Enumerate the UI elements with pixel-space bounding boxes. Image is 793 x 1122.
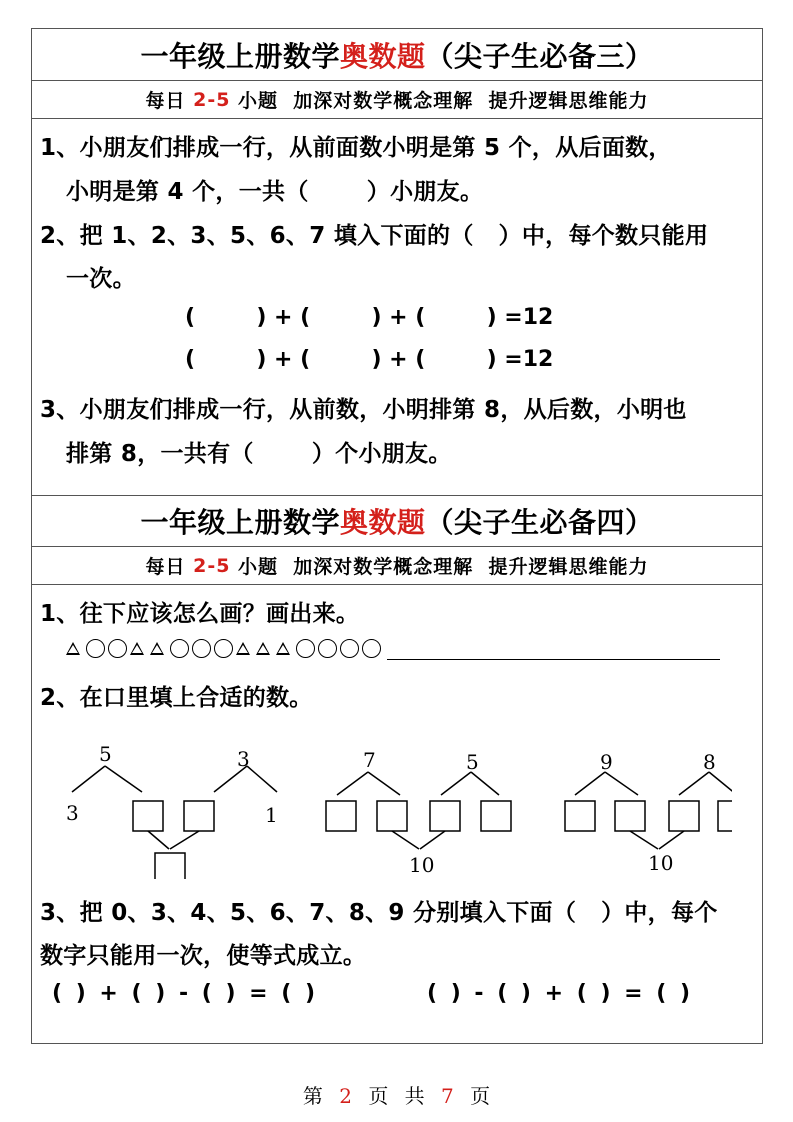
circle-shape	[318, 639, 337, 658]
s4-t3-box-1[interactable]	[565, 801, 595, 831]
t2-top-right: 5	[466, 750, 479, 774]
s4-t2-box-4[interactable]	[481, 801, 511, 831]
footer-prefix: 第	[302, 1084, 323, 1108]
footer-middle: 页 共	[368, 1084, 425, 1108]
s3-q2-eq2: ( ) + ( ) + ( ) =12	[185, 347, 554, 372]
s4-t1-box-2[interactable]	[184, 801, 214, 831]
circle-shape	[192, 639, 211, 658]
triangle-shape	[150, 642, 164, 655]
t1-leaf-left: 3	[66, 801, 79, 825]
s4-t2-box-2[interactable]	[377, 801, 407, 831]
circle-shape	[170, 639, 189, 658]
number-bond-trees	[32, 719, 732, 879]
s4-q3-eq1: ( ) + ( ) - ( ) = ( )	[52, 981, 316, 1006]
section4-subtitle	[32, 547, 762, 585]
worksheet	[31, 28, 763, 1044]
section3-title	[32, 29, 762, 81]
circle-shape	[296, 639, 315, 658]
section4-title	[32, 495, 762, 547]
footer-suffix: 页	[470, 1084, 491, 1108]
t2-top-left: 7	[363, 748, 376, 772]
section3-sub-b: 2-5	[193, 88, 231, 111]
triangle-shape	[276, 642, 290, 655]
t3-sum: 10	[648, 851, 674, 875]
t1-top-left: 5	[99, 742, 112, 766]
s4-q3-line1: 3、把 0、3、4、5、6、7、8、9 分别填入下面（ ）中，每个	[40, 900, 718, 926]
footer-total-pages: 7	[441, 1084, 454, 1108]
s4-t1-box-1[interactable]	[133, 801, 163, 831]
s3-q1-line2: 小明是第 4 个，一共（ ）小朋友。	[66, 179, 484, 205]
triangle-shape	[130, 642, 144, 655]
s4-t2-box-3[interactable]	[430, 801, 460, 831]
circle-shape	[108, 639, 127, 658]
s4-q1-line1: 1、往下应该怎么画？画出来。	[40, 601, 360, 627]
section3-sub-c: 小题 加深对数学概念理解 提升逻辑思维能力	[230, 90, 649, 112]
s3-q2-line1: 2、把 1、2、3、5、6、7 填入下面的（ ）中，每个数只能用	[40, 223, 709, 249]
section4-title-c: （尖子生必备四）	[425, 505, 654, 539]
section3-subtitle	[32, 81, 762, 119]
triangle-shape	[236, 642, 250, 655]
s4-t1-box-3[interactable]	[155, 853, 185, 879]
t1-top-right: 3	[237, 747, 250, 771]
t1-leaf-right: 1	[265, 803, 278, 827]
s4-t2-box-1[interactable]	[326, 801, 356, 831]
s3-q3-line1: 3、小朋友们排成一行，从前数，小明排第 8，从后数，小明也	[40, 397, 687, 423]
t3-top-left: 9	[600, 750, 613, 774]
section3-title-c: （尖子生必备三）	[425, 39, 654, 73]
circle-shape	[340, 639, 359, 658]
t2-sum: 10	[409, 853, 435, 877]
s3-q2-line2: 一次。	[66, 266, 136, 292]
section3-title-b: 奥数题	[339, 39, 426, 73]
s4-t3-box-3[interactable]	[669, 801, 699, 831]
s4-q2-line1: 2、在口里填上合适的数。	[40, 685, 313, 711]
section3-sub-a: 每日	[145, 90, 194, 112]
circle-shape	[86, 639, 105, 658]
s3-q3-line2: 排第 8，一共有（ ）个小朋友。	[66, 441, 452, 467]
section4-title-a: 一年级上册数学	[140, 505, 340, 539]
s4-t3-box-4[interactable]	[718, 801, 732, 831]
circle-shape	[214, 639, 233, 658]
s3-q1-line1: 1、小朋友们排成一行，从前面数小明是第 5 个，从后面数，	[40, 135, 672, 161]
section3-title-a: 一年级上册数学	[140, 39, 340, 73]
footer-page-number: 2	[339, 1084, 352, 1108]
t3-top-right: 8	[703, 750, 716, 774]
section4-title-b: 奥数题	[339, 505, 426, 539]
s4-t3-box-2[interactable]	[615, 801, 645, 831]
s3-q2-eq1: ( ) + ( ) + ( ) =12	[185, 305, 554, 330]
triangle-shape	[66, 642, 80, 655]
answer-blank-line[interactable]	[387, 637, 720, 660]
s4-q3-eq2: ( ) - ( ) + ( ) = ( )	[427, 981, 691, 1006]
section4-sub-c: 小题 加深对数学概念理解 提升逻辑思维能力	[230, 556, 649, 578]
circle-shape	[362, 639, 381, 658]
shape-pattern	[66, 637, 720, 660]
page-footer	[0, 1080, 793, 1109]
section4-sub-b: 2-5	[193, 554, 231, 577]
s4-q3-line2: 数字只能用一次，使等式成立。	[40, 943, 367, 969]
triangle-shape	[256, 642, 270, 655]
section4-sub-a: 每日	[145, 556, 194, 578]
